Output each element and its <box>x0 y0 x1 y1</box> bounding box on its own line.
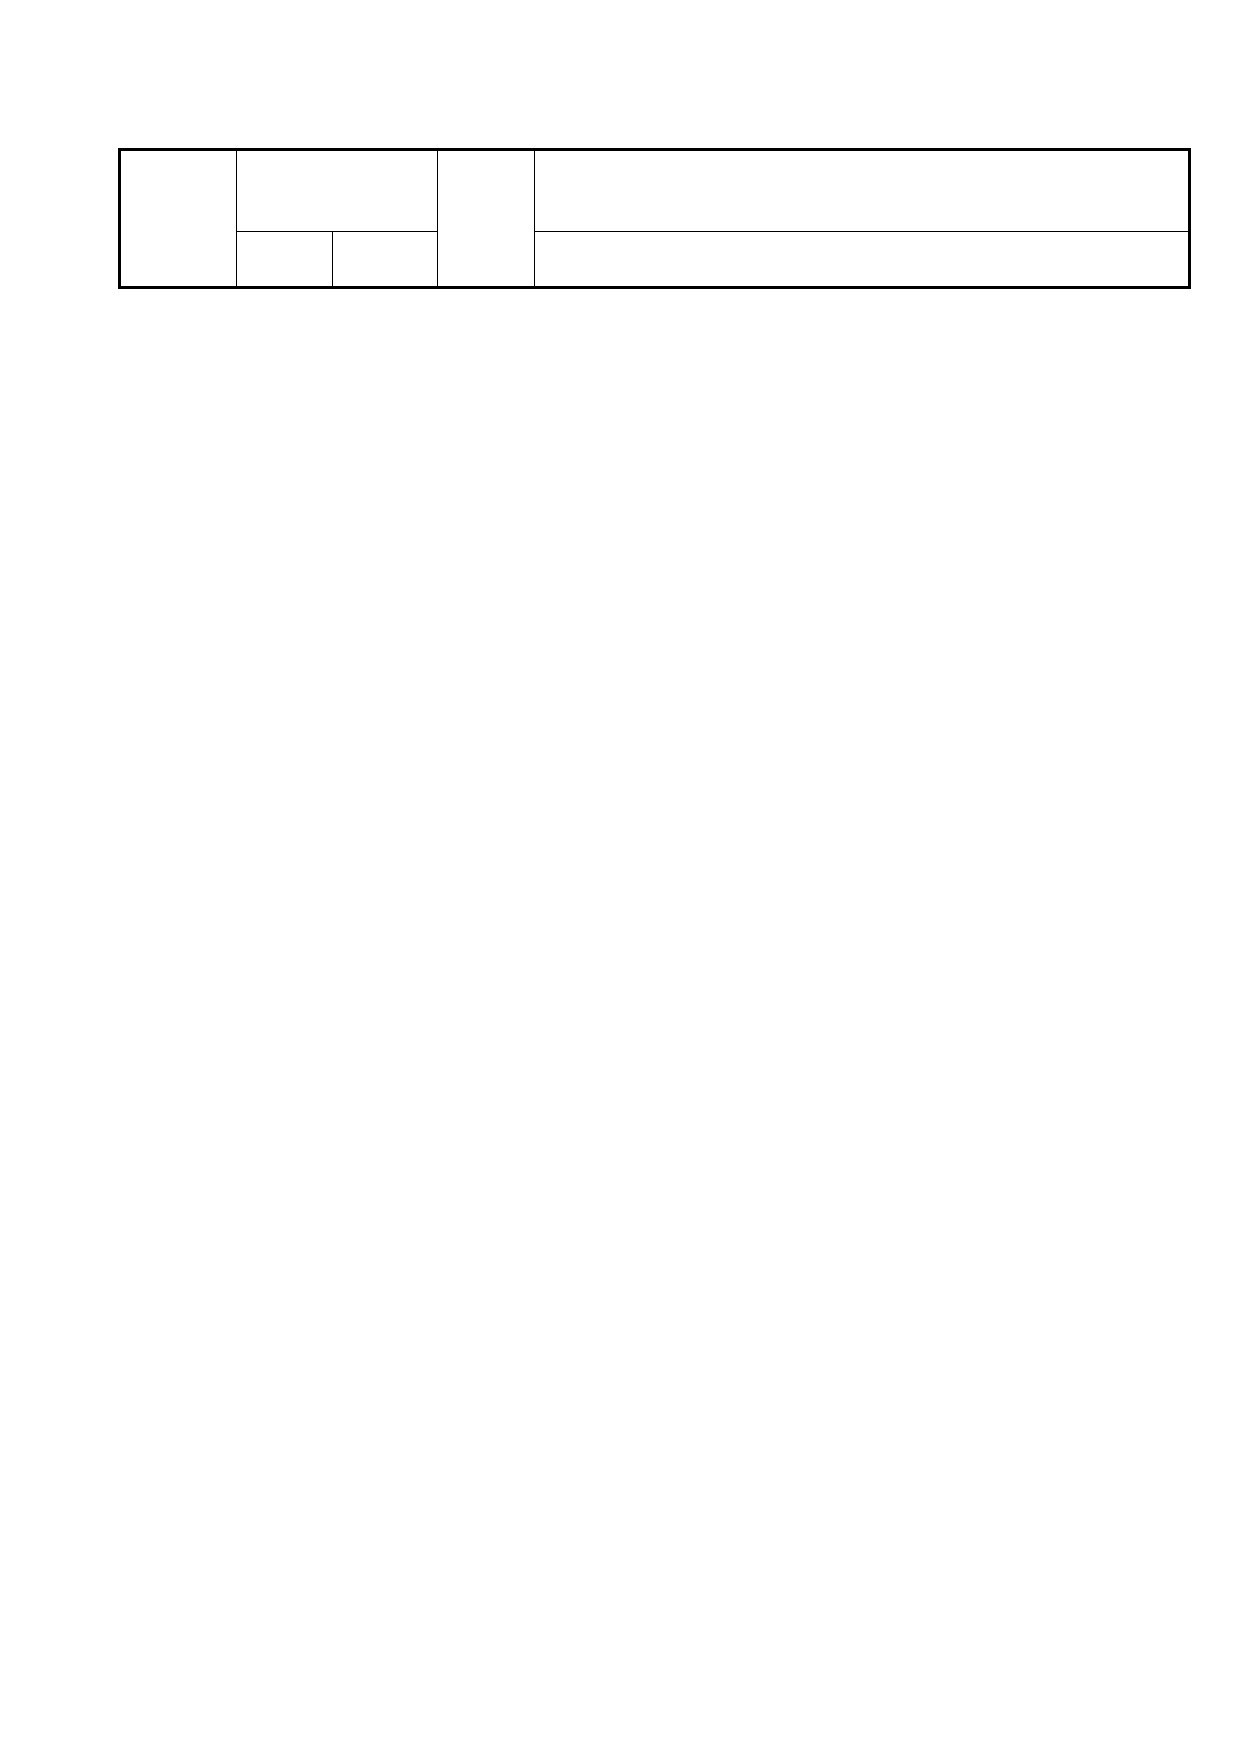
header-type <box>120 150 237 288</box>
header-coefficient <box>535 150 1190 232</box>
header-primary <box>333 232 437 288</box>
header-current <box>236 150 437 232</box>
header-bus <box>437 150 535 288</box>
coefficient-table <box>118 148 1191 289</box>
header-secondary <box>236 232 333 288</box>
table-container <box>118 148 1191 289</box>
